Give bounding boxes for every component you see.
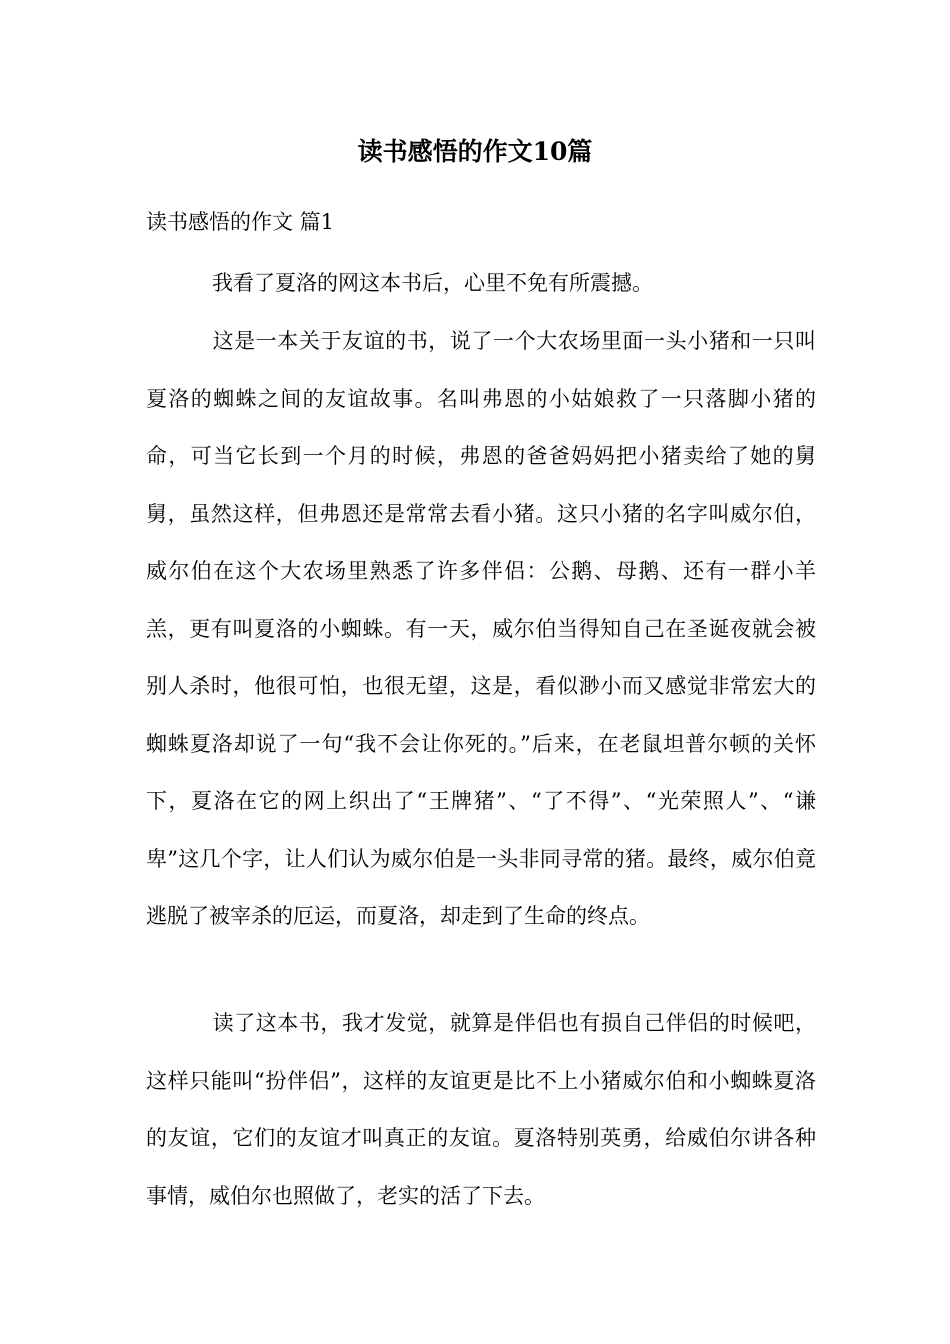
paragraph-2-text: 这是一本关于友谊的书，说了一个大农场里面一头小猪和一只叫夏洛的蜘蛛之间的友谊故事。名叫弗恩的小姑娘救了一只落脚小猪的命，可当它长到一个月的时候，弗恩的爸爸妈妈把小猪卖给了她的舅舅，虽然这样，但弗恩还是常常去看小猪。这只小猪的名字叫威尔伯，威尔伯在这个大农场里熟悉了许多伴侣：公鹅、母鹅、还有一群小羊羔，更有叫夏洛的小蜘蛛。有一天，威尔伯当得知自己在圣诞夜就会被别人杀时，他很可怕，也很无望，这是，看似渺小而又感觉非常宏大的蜘蛛夏洛却说了一句“我不会让你死的。”后来，在老鼠坦普尔顿的关怀下，夏洛在它的网上织出了“王牌猪”、“了不得”、“光荣照人”、“谦卑”这几个字，让人们认为威尔伯是一头非同寻常的猪。最终，威尔伯竟逃脱了被宰杀的厄运，而夏洛，却走到了生命的终点。 (146, 329, 816, 928)
paragraph-3 (146, 995, 816, 1225)
section-heading: 读书感悟的作文 篇1 (146, 210, 335, 234)
paragraph-3-text: 读了这本书，我才发觉，就算是伴侣也有损自己伴侣的时候吧，这样只能叫“扮伴侣”，这样的友谊更是比不上小猪威尔伯和小蜘蛛夏洛的友谊，它们的友谊才叫真正的友谊。夏洛特别英勇，给威伯尔讲各种事情，威伯尔也照做了，老实的活了下去。 (146, 1011, 816, 1208)
paragraph-1 (146, 255, 816, 313)
document-title: 读书感悟的作文10篇 (357, 137, 593, 166)
paragraph-2 (146, 313, 816, 946)
paragraph-1-text: 我看了夏洛的网这本书后，心里不免有所震撼。 (212, 271, 653, 295)
